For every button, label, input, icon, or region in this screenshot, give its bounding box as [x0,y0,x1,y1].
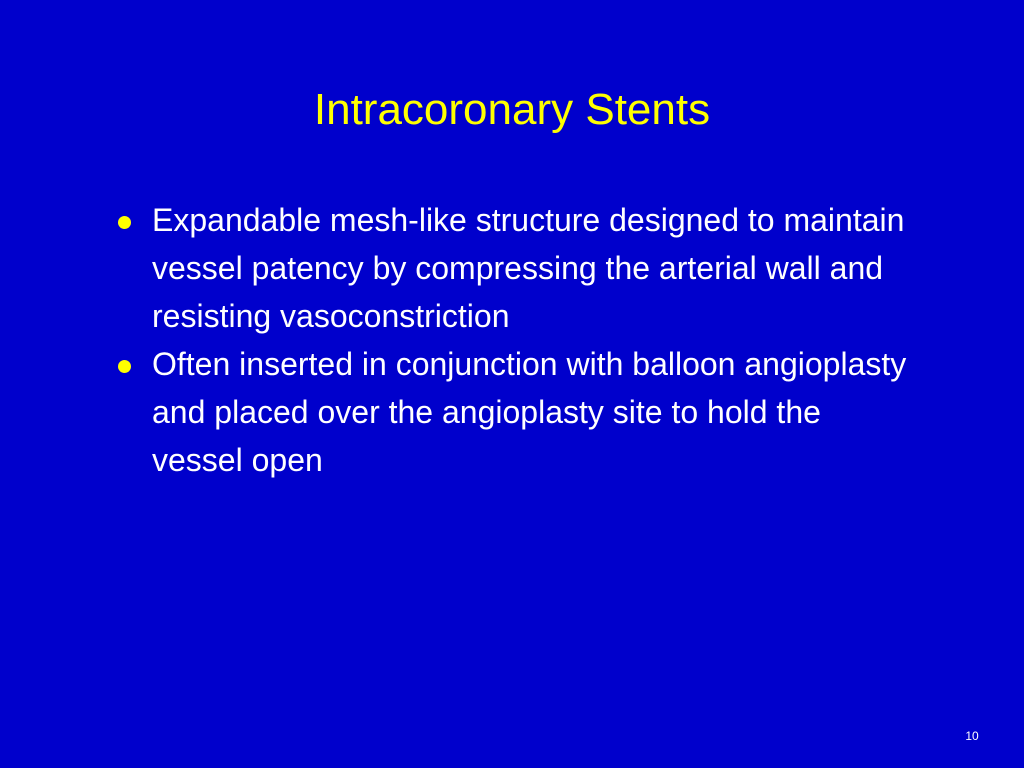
bullet-text: Often inserted in conjunction with balloon angioplasty and placed over the angioplasty site to hold the vessel open [152,346,907,478]
page-number: 10 [965,729,979,743]
bullet-text: Expandable mesh-like structure designed to maintain vessel patency by compressing the arterial wall and resisting vasoconstriction [152,202,905,334]
bullet-item [112,340,912,484]
bullet-dot-icon [118,216,131,229]
bullet-list [112,196,912,484]
bullet-item [112,196,912,340]
bullet-dot-icon [118,360,131,373]
slide-title: Intracoronary Stents [313,85,711,134]
